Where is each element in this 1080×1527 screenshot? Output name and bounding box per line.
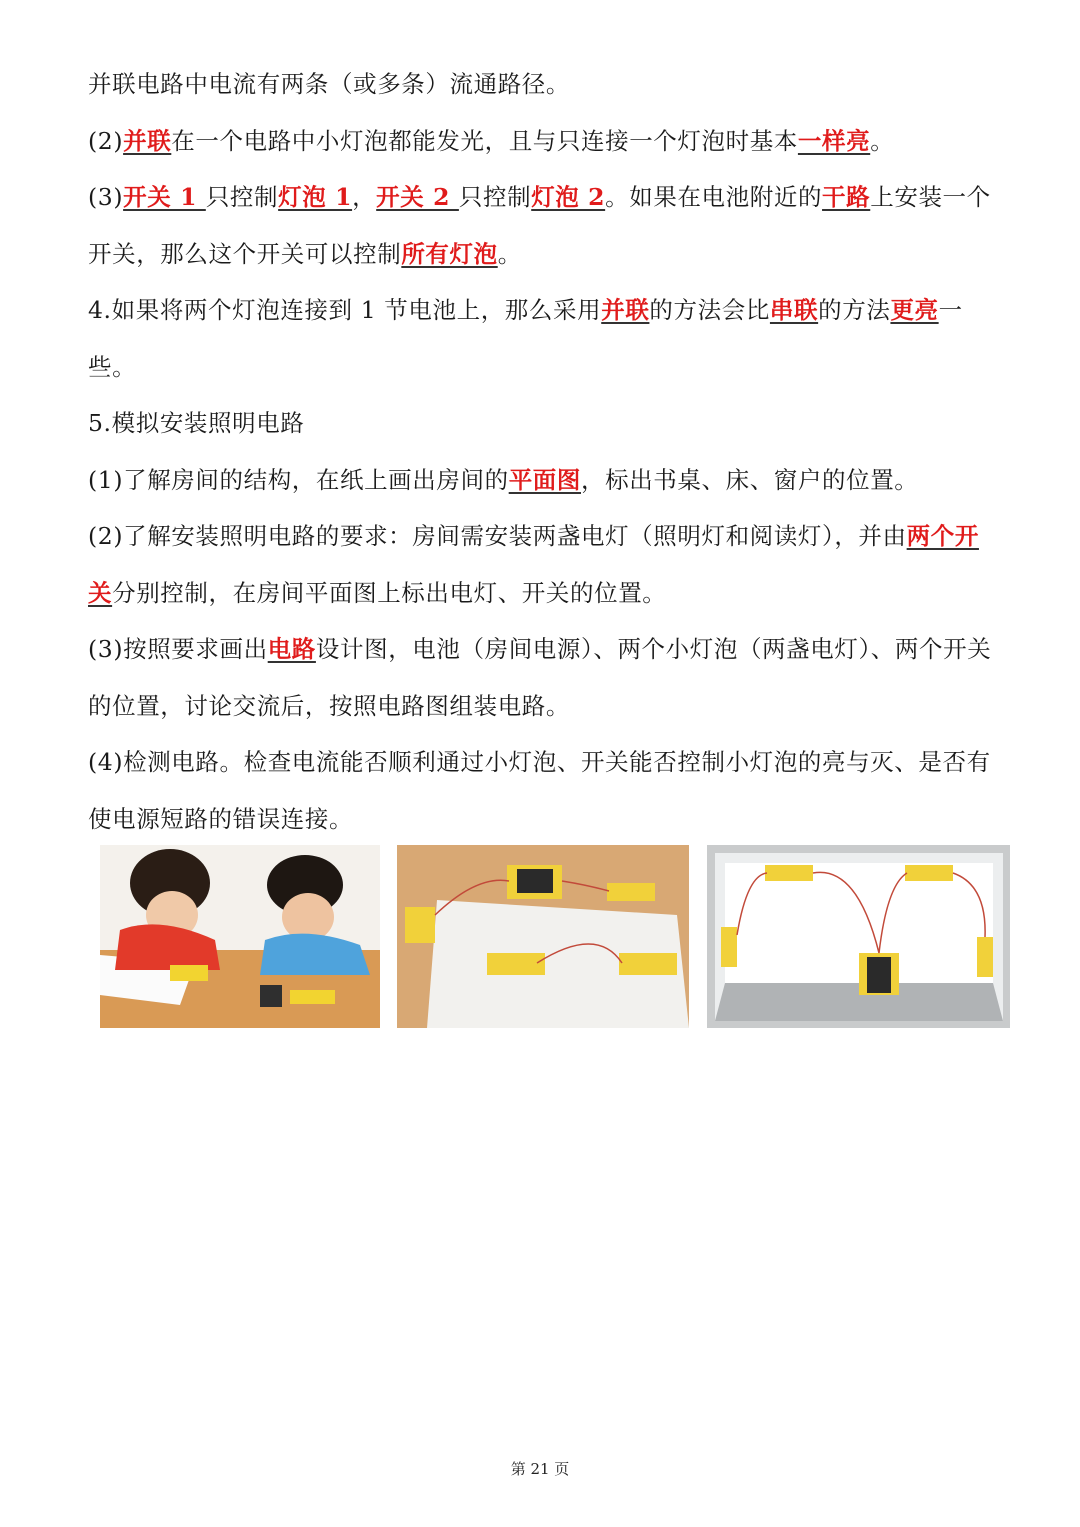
paragraph: [88, 113, 998, 170]
text-run: (1)了解房间的结构，在纸上画出房间的: [88, 465, 509, 494]
paragraph: [88, 734, 998, 847]
text-run: 只控制: [458, 183, 532, 211]
text-run: 的方法会比: [649, 296, 770, 324]
text-run: 在一个电路中小灯泡都能发光，且与只连接一个灯泡时基本: [171, 126, 798, 155]
answer-keyword: 并联: [123, 126, 172, 155]
text-run: 5.模拟安装照明电路: [88, 409, 305, 437]
paragraph: [88, 169, 998, 282]
text-run: (2): [88, 126, 124, 155]
answer-keyword: 并联: [601, 296, 650, 324]
text-run: 一些。: [88, 296, 963, 381]
text-run: 分别控制，在房间平面图上标出电灯、开关的位置。: [112, 578, 667, 607]
answer-keyword: 开关 2: [376, 183, 459, 211]
text-run: (2)了解安装照明电路的要求：房间需安装两盏电灯（照明灯和阅读灯），并由: [88, 522, 907, 550]
text-run: 。: [497, 239, 522, 268]
text-run: 上安装一个开关，那么这个开关可以控制: [88, 183, 991, 268]
text-run: 并联电路中电流有两条（或多条）流通路径。: [88, 70, 570, 98]
photo-circuit-in-box: [707, 845, 1010, 1028]
answer-keyword: 干路: [822, 183, 871, 211]
answer-keyword: 电路: [267, 635, 316, 663]
answer-keyword: 更亮: [890, 296, 939, 324]
photo-circuit-on-board: [397, 845, 689, 1028]
paragraph: [88, 621, 998, 734]
answer-keyword: 灯泡 2: [531, 183, 606, 211]
text-run: 的方法: [818, 296, 891, 324]
answer-keyword: 所有灯泡: [401, 239, 498, 268]
paragraph: [88, 508, 998, 621]
text-run: ，标出书桌、床、窗户的位置。: [581, 465, 919, 494]
photo-strip: [100, 845, 1010, 1030]
text-run: 。如果在电池附近的: [605, 183, 823, 211]
text-run: 。: [870, 126, 895, 155]
page-number: 第 21 页: [510, 1460, 570, 1478]
paragraph: [88, 452, 998, 509]
answer-keyword: 平面图: [508, 465, 581, 494]
text-run: ，: [352, 183, 377, 211]
document-body: [88, 56, 998, 847]
paragraph: [88, 395, 998, 452]
photo-children-assembling-circuit: [100, 845, 380, 1028]
text-run: (3): [88, 183, 124, 211]
paragraph: [88, 282, 998, 395]
text-run: (4)检测电路。检查电流能否顺利通过小灯泡、开关能否控制小灯泡的亮与灭、是否有使电源短路的错误连接。: [88, 748, 991, 833]
answer-keyword: 开关 1: [123, 183, 206, 211]
answer-keyword: 两个开关: [88, 522, 979, 607]
text-run: 只控制: [205, 183, 279, 211]
text-run: (3)按照要求画出: [88, 635, 268, 663]
text-run: 4.如果将两个灯泡连接到 1 节电池上，那么采用: [88, 296, 602, 324]
paragraph: [88, 56, 998, 113]
answer-keyword: 灯泡 1: [278, 183, 353, 211]
answer-keyword: 串联: [769, 296, 819, 324]
answer-keyword: 一样亮: [797, 126, 871, 155]
text-run: 设计图，电池（房间电源）、两个小灯泡（两盏电灯）、两个开关的位置，讨论交流后，按照电路图组装电路。: [88, 635, 992, 720]
